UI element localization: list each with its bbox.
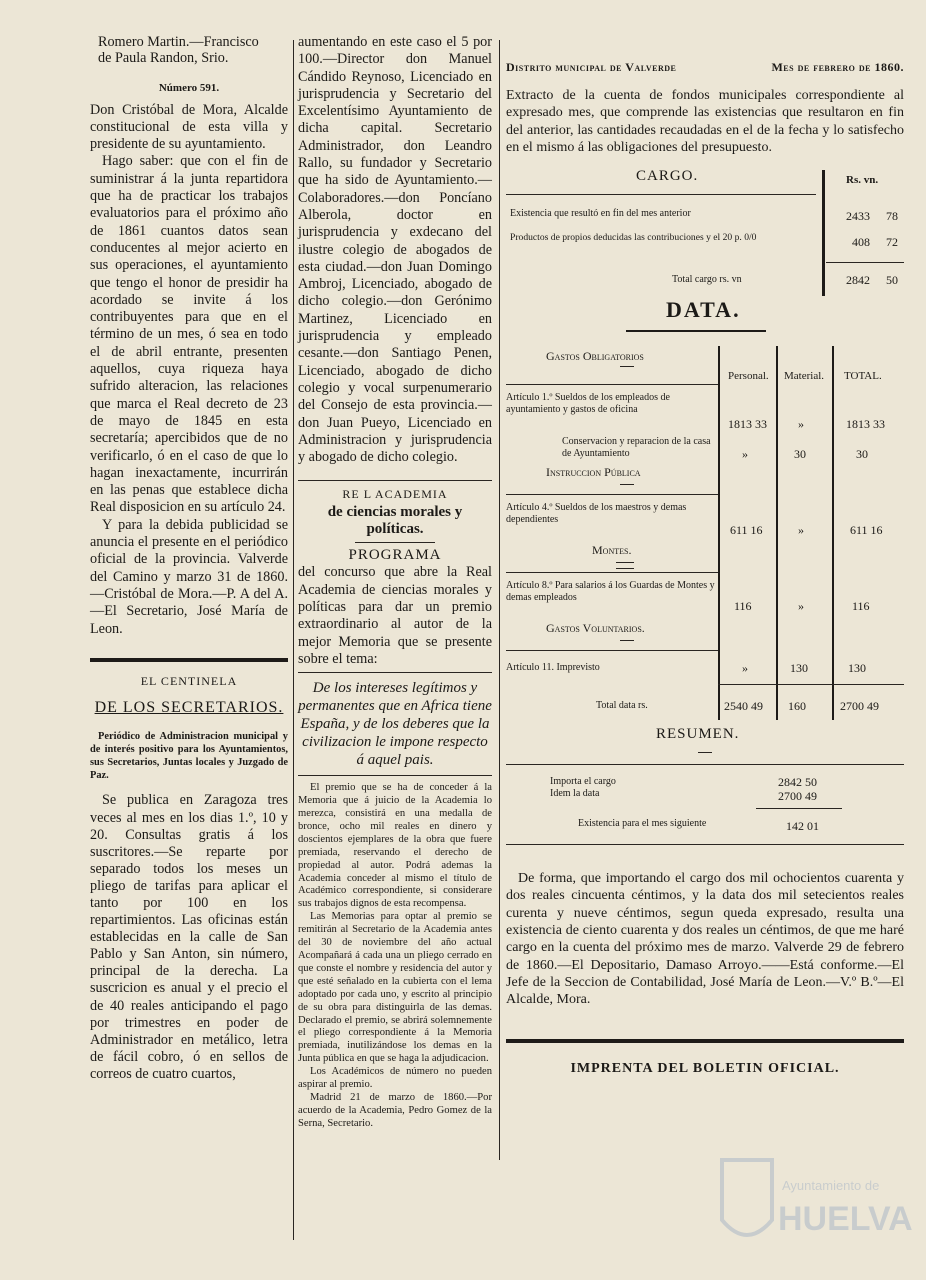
periodico-description: Periódico de Administracion municipal y de interés positivo para los Ayuntamientos, sus Secretarios, Juntas locales y Juzgado de Paz. (90, 730, 288, 781)
row-rule (506, 384, 718, 385)
column-3 (506, 34, 904, 1077)
art11-personal: » (742, 661, 748, 676)
data-table (506, 297, 904, 724)
closing-text: De forma, que importando el cargo dos mil ochocientos cuarenta y dos reales cincuenta céntimos, y la data dos mil setecientos reales curenta y nueve céntimos, segun queda expresado, resulta una existencia de ciento cuarenta y dos reales un céntimos, de que me haré cargo en la cuenta del próximo mes de marzo. Valverde 29 de febrero de 1860.—El Depositario, Damaso Arroyo.——Está conforme.—El Jefe de la Seccion de Contabilidad, José María de Leon.—V.º B.º—El Alcalde, Mora. (506, 871, 904, 1008)
conservacion-total: 30 (856, 447, 868, 462)
premio-text: El premio que se ha de conceder á la Memoria que á juicio de la Academia lo merezca, consistirá en una medalla de bronce, ocho mil reales en dinero y doscientos ejemplares de la obra que fuere premiada, reservando el derecho de propiedad al autor. Podrá ademas la Academia conceder al mismo el título de Académico correspondiente, si considerare sus trabajos dignos de esta recompensa. (298, 782, 492, 910)
district-header (506, 60, 904, 75)
col-total-header: TOTAL. (844, 370, 882, 383)
art11-material: 130 (790, 661, 808, 676)
row-rule (506, 494, 718, 495)
divider (298, 672, 492, 673)
top-line-1: Romero Martin.—Francisco (98, 34, 259, 50)
row-rule (506, 844, 904, 845)
academia-title-1: RE L ACADEMIA (342, 487, 448, 502)
cargo-total-cts: 50 (886, 273, 898, 288)
total-data-label: Total data rs. (596, 700, 648, 712)
conservacion-material: 30 (794, 447, 806, 462)
cargo-row-cts: 72 (886, 235, 898, 250)
section-divider (90, 658, 288, 662)
resumen-data-label: Idem la data (550, 788, 600, 800)
firma-text: Madrid 21 de marzo de 1860.—Por acuerdo de la Academia, Pedro Gomez de la Serna, Secretario. (298, 1091, 492, 1129)
row-rule (506, 650, 718, 651)
existencia-value: 142 01 (786, 819, 819, 834)
gastos-obligatorios: Gastos Obligatorios (546, 349, 644, 364)
art4-material: » (798, 523, 804, 538)
divider (620, 366, 634, 367)
art4-label: Artículo 4.º Sueldos de los maestros y demas dependientes (506, 502, 687, 526)
montes-heading: Montes. (592, 543, 632, 558)
sum-rule (826, 262, 904, 263)
total-bracket (832, 346, 834, 720)
centinela-title: EL CENTINELA (140, 673, 238, 688)
col-material-header: Material. (784, 370, 825, 383)
conservacion-personal: » (742, 447, 748, 462)
art8-personal: 116 (734, 599, 752, 614)
art11-label: Artículo 11. Imprevisto (506, 662, 600, 674)
personal-bracket (718, 346, 720, 720)
data-title: DATA. (666, 297, 741, 323)
column-2 (298, 34, 492, 1131)
suscripcion-body: Se publica en Zaragoza tres veces al mes en los dias 1.º, 10 y 20. Consultas gratis á los suscritores.—Se reparte por separado todos los meses un pliego de tarifas para aplicar el tanto por 100 en los repartimientos. Las oficinas están establecidas en la calle de San Pablo y San Anton, sin número, principal de la derecha. La suscricion es anual y el precio el de 40 reales anticipando el pago por trimestres en poder de Administrador en metálico, letra de fácil cobro, ó en sellos de correos de cuatro cuartos, (90, 792, 288, 1082)
programa-title: PROGRAMA (348, 547, 442, 564)
watermark-text-1: Ayuntamiento de (782, 1178, 880, 1193)
watermark-text-2: HUELVA (778, 1200, 913, 1238)
material-bracket (776, 346, 778, 720)
divider (298, 775, 492, 776)
divider (355, 542, 435, 543)
notice-heading: Don Cristóbal de Mora, Alcalde constitucional de esta villa y presidente de su ayuntamiento. (90, 101, 288, 153)
col-personal-header: Personal. (728, 370, 769, 383)
resumen-title: RESUMEN. (656, 726, 740, 743)
existencia-label: Existencia para el mes siguiente (578, 818, 707, 830)
cargo-row-rs: 408 (852, 235, 870, 250)
art11-total: 130 (848, 661, 866, 676)
cargo-row-rs: 2433 (846, 209, 870, 224)
column-rule (293, 40, 294, 1240)
cargo-title: CARGO. (636, 168, 699, 185)
art1-material: » (798, 417, 804, 432)
art4-total: 611 16 (850, 523, 883, 538)
cargo-row-label: Existencia que resultó en fin del mes anterior (510, 208, 691, 220)
column-1 (90, 34, 288, 1083)
divider (616, 562, 634, 569)
rs-vn-header: Rs. vn. (846, 174, 879, 187)
gastos-voluntarios: Gastos Voluntarios. (546, 621, 645, 636)
cargo-total-rs: 2842 (846, 273, 870, 288)
seal-icon (712, 1150, 913, 1260)
academia-title-2: de ciencias morales y políticas. (327, 504, 463, 538)
art4-personal: 611 16 (730, 523, 763, 538)
district-name: Distrito municipal de Valverde (506, 60, 677, 74)
top-line-2: de Paula Randon, Srio. (98, 50, 229, 67)
notice-closing: Y para la debida publicidad se anuncia el presente en el periódico oficial de la provincia. Valverde del Camino y marzo 31 de 1860.—Cristóbal de Mora.—P. A del A.—El Secretario, José María de Leon. (90, 516, 288, 637)
art1-label: Artículo 1.º Sueldos de los empleados de ayuntamiento y gastos de oficina (506, 392, 670, 416)
divider (620, 640, 634, 641)
tema-text: De los intereses legítimos y permanentes que en Africa tiene España, y de los deberes que la civilizacion le impone respecto á aquel pais. (298, 680, 492, 769)
resumen-data-value: 2700 49 (778, 789, 817, 804)
month-label: Mes de febrero de 1860. (771, 60, 904, 74)
resumen-table (506, 724, 904, 874)
row-rule (506, 764, 904, 765)
resumen-cargo-label: Importa el cargo (550, 776, 616, 788)
cargo-table (506, 166, 904, 304)
total-personal: 2540 49 (724, 699, 763, 714)
art8-label: Artículo 8.º Para salarios á los Guardas de Montes y demas empleados (506, 580, 715, 604)
cargo-rule (506, 194, 816, 195)
total-total: 2700 49 (840, 699, 879, 714)
art8-material: » (798, 599, 804, 614)
imprenta-label: IMPRENTA DEL BOLETIN OFICIAL. (570, 1060, 840, 1076)
resumen-cargo-value: 2842 50 (778, 775, 817, 790)
secretarios-title: DE LOS SECRETARIOS. (94, 698, 284, 716)
colaboradores-body: aumentando en este caso el 5 por 100.—Director don Manuel Cándido Reynoso, Licenciado en jurisprudencia y Secretario del Excelentísimo Ayuntamiento de dicha capital. Secretario Administrador, don Leandro Rallo, su fundador y Secretario que ha sido de Ayuntamiento.—Colaboradores.—don Poncíano Alberola, doctor en jurisprudencia y exdecano del ilustre colegio de abogados de esta ciudad.—don Juan Domingo Ambroj, Licenciado, abogado de dicho colegio.—don Gerónimo Martinez, Licenciado en jurisprudencia y empleado cesante.—don Santiago Penen, Licenciado, abogado de dicho colegio y vocal surpenumerario del Consejo de esta provincia.—don Juan Pueyo, Licenciado en Administracion y jurisprudencia y abogado de dicho colegio. (298, 34, 492, 466)
data-underline (626, 330, 766, 332)
programa-body: del concurso que abre la Real Academia de ciencias morales y políticas para dar un premio extraordinario al autor de la mejor Memoria que se presente sobre el tema: (298, 564, 492, 667)
notice-number: Número 591. (158, 81, 220, 94)
conservacion-label: Conservacion y reparacion de la casa de Ayuntamiento (562, 436, 711, 460)
section-divider (298, 480, 492, 481)
sum-rule (718, 684, 904, 685)
instruccion-publica: Instruccion Pública (546, 465, 641, 480)
cargo-row-label: Productos de propios deducidas las contribuciones y el 20 p. 0/0 (510, 232, 757, 244)
total-material: 160 (788, 699, 806, 714)
art1-personal: 1813 33 (728, 417, 767, 432)
section-divider (506, 1039, 904, 1043)
memorias-text: Las Memorias para optar al premio se remitirán al Secretario de la Academia antes del 30 de noviembre del año actual Acompañará á cada una un pliego cerrado en que conste el nombre y residencia del autor y que esté señalado en la cubierta con el lema adoptado por cada uno, y escrito al principio de su obra para distinguirla de las demas. Declarado el premio, se abrirá solemnemente el pliego correspondiente á la Memoria premiada, inutilizándose los demas en la Junta pública en que se haga la adjudicacion. (298, 911, 492, 1065)
cargo-bracket (822, 170, 825, 296)
cargo-total-label: Total cargo rs. vn (672, 274, 742, 286)
row-rule (506, 572, 718, 573)
column-rule (499, 40, 500, 1160)
academicos-text: Los Académicos de número no pueden aspirar al premio. (298, 1066, 492, 1091)
divider (698, 752, 712, 753)
watermark-seal (712, 1150, 913, 1260)
extracto-text: Extracto de la cuenta de fondos municipales correspondiente al expresado mes, que comprende las existencias que resultaron en fin del anterior, las cantidades recaudadas en el de la fecha y lo satisfecho en el mismo á las obligaciones del presupuesto. (506, 88, 904, 155)
sum-rule (756, 808, 842, 809)
art8-total: 116 (852, 599, 870, 614)
notice-body: Hago saber: que con el fin de suministrar á la junta repartidora que ha de practicar los trabajos evaluatorios para el próximo año de 1861 cuantos datos sean conducentes al mejor acierto en sus operaciones, el ayuntamiento que tengo el honor de presidir ha acordado se invite á los contribuyentes para que en el término de un mes, ó sea en todo el de abril entrante, presenten aquellos, cuya riqueza haya sufrido alteracion, las relaciones que marca el Real decreto de 23 de mayo de 1845 en esta secretaría; apercibidos que de no verificarlo, ó en el caso de que lo hagan inexactamente, incurrirán en las penas que establece dicha Real disposicion en su artículo 24. (90, 153, 288, 516)
art1-total: 1813 33 (846, 417, 885, 432)
divider (620, 484, 634, 485)
cargo-row-cts: 78 (886, 209, 898, 224)
